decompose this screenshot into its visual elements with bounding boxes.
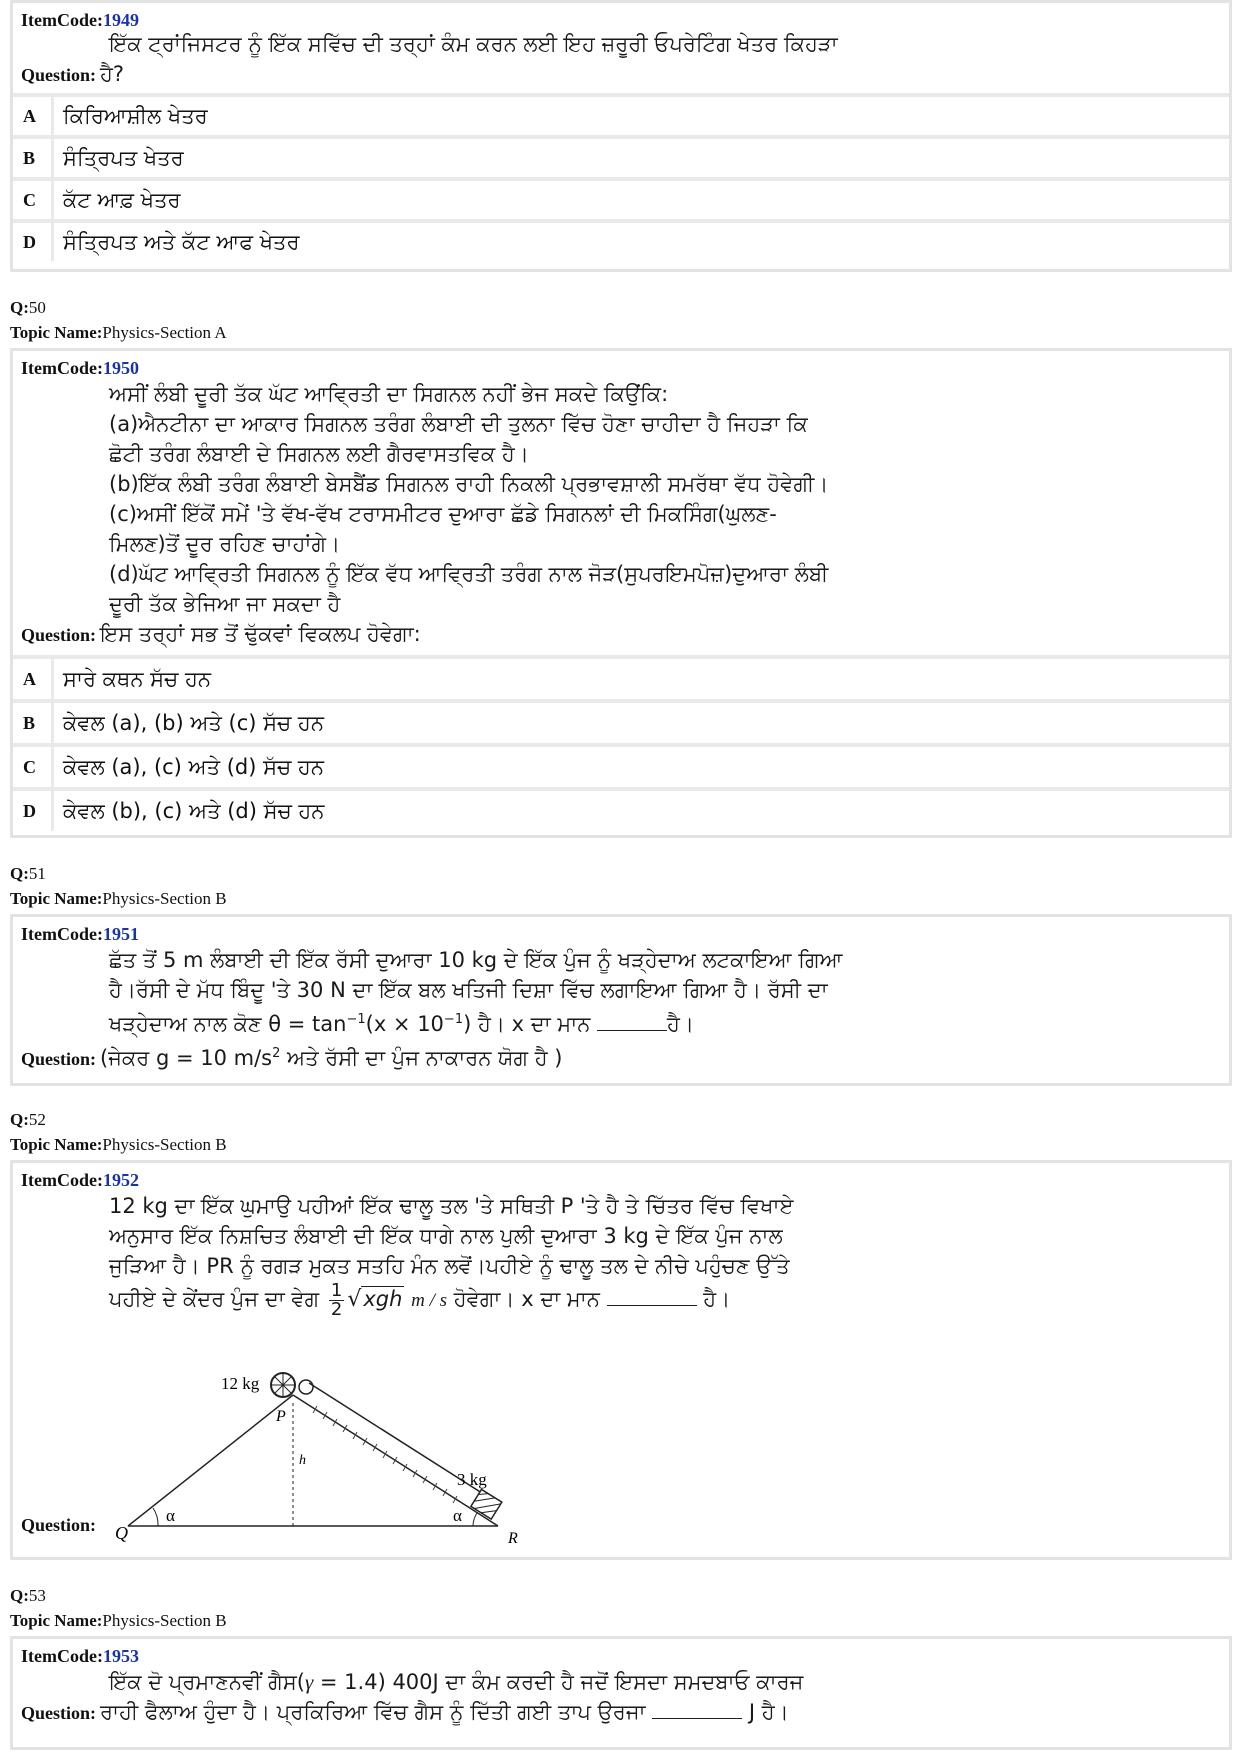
option-divider: [51, 181, 54, 219]
option-d[interactable]: [13, 219, 1229, 261]
question-line: ਰਾਹੀ ਫੈਲਾਅ ਹੁੰਦਾ ਹੈ। ਪ੍ਰਕਿਰਿਆ ਵਿੱਚ ਗੈਸ ਨੂੰ ਦਿੱਤੀ ਗਈ ਤਾਪ ਉਰਜਾ J ਹੈ।: [100, 1700, 789, 1724]
option-letter: C: [23, 190, 36, 210]
item-box-1953: [10, 1636, 1232, 1750]
item-box-1951: [10, 914, 1232, 1086]
option-text: ਸਾਰੇ ਕਥਨ ਸੱਚ ਹਨ: [63, 667, 211, 691]
question-line: ਹੈ।ਰੱਸੀ ਦੇ ਮੱਧ ਬਿੰਦੂ 'ਤੇ 30 N ਦਾ ਇੱਕ ਬਲ ਖਤਿਜੀ ਦਿਸ਼ਾ ਵਿੱਚ ਲਗਾਇਆ ਗਿਆ ਹੈ। ਰੱਸੀ ਦਾ: [109, 978, 828, 1002]
question-row: [21, 619, 1221, 649]
item-code-label: ItemCode:: [21, 924, 103, 944]
question-number: Q:53: [10, 1586, 46, 1605]
question-label: Question:: [21, 625, 97, 645]
question-number: Q:50: [10, 298, 46, 317]
item-code-row: [21, 1169, 1221, 1191]
item-code-label: ItemCode:: [21, 358, 103, 378]
option-a[interactable]: [13, 655, 1229, 699]
question-line: ਹੈ?: [100, 62, 125, 86]
question-text: [109, 29, 1221, 59]
item-code-value: 1949: [102, 10, 139, 30]
answer-blank: [597, 1012, 667, 1031]
question-text: [109, 1191, 1221, 1320]
item-code-row: [21, 357, 1221, 379]
label-mass-block: 3 kg: [457, 1470, 487, 1489]
option-c[interactable]: [13, 177, 1229, 219]
question-line: ਮਿਲਣ)ਤੋਂ ਦੂਰ ਰਹਿਣ ਚਾਹਾਂਗੇ।: [109, 532, 341, 556]
item-box-1949: [10, 0, 1232, 272]
option-letter: C: [23, 757, 36, 777]
topic-name: Topic Name:Physics-Section B: [10, 889, 227, 908]
label-p: P: [276, 1408, 286, 1425]
angle-arc-q: [153, 1508, 158, 1526]
question-text: [109, 945, 1221, 1039]
incline-qp: [128, 1395, 293, 1526]
question-line: ਛੋਟੀ ਤਰੰਗ ਲੰਬਾਈ ਦੇ ਸਿਗਨਲ ਲਈ ਗੈਰਵਾਸਤਵਿਕ ਹੈ।: [109, 442, 529, 466]
question-line: (d)ਘੱਟ ਆਵ੍ਰਿਤੀ ਸਿਗਨਲ ਨੂੰ ਇੱਕ ਵੱਧ ਆਵ੍ਰਿਤੀ ਤਰੰਗ ਨਾਲ ਜੋੜ(ਸੁਪਰਇਮਪੋਜ਼)ਦੁਆਰਾ ਲੰਬੀ: [109, 562, 829, 586]
question-line: ਛੱਤ ਤੋਂ 5 m ਲੰਬਾਈ ਦੀ ਇੱਕ ਰੱਸੀ ਦੁਆਰਾ 10 kg ਦੇ ਇੱਕ ਪੁੰਜ ਨੂੰ ਖੜ੍ਹੇਦਾਅ ਲਟਕਾਇਆ ਗਿਆ: [109, 948, 843, 972]
item-code-value: 1950: [102, 358, 139, 378]
question-label: Question:: [21, 1515, 97, 1535]
option-text: ਸੰਤ੍ਰਿਪਤ ਖੇਤਰ: [63, 146, 184, 170]
fraction: $\frac{1}{2}$: [330, 1279, 343, 1320]
question-label: Question:: [21, 1049, 97, 1069]
label-h: h: [299, 1453, 306, 1468]
angle-arc-r: [473, 1513, 477, 1526]
surface-hatching: [313, 1406, 457, 1503]
option-c[interactable]: [13, 743, 1229, 787]
item-code-value: 1951: [102, 924, 139, 944]
option-divider: [51, 139, 54, 177]
question-row: [21, 59, 1221, 87]
question-row: [21, 1697, 1221, 1727]
question-text: [109, 1667, 1221, 1697]
wheel: [271, 1373, 295, 1397]
item-code-label: ItemCode:: [21, 1170, 103, 1190]
option-text: ਕਿਰਿਆਸ਼ੀਲ ਖੇਤਰ: [63, 104, 208, 128]
option-letter: D: [23, 232, 36, 252]
question-line: ਦੂਰੀ ਤੱਕ ਭੇਜਿਆ ਜਾ ਸਕਦਾ ਹੈ: [109, 592, 341, 616]
option-d[interactable]: [13, 787, 1229, 831]
option-text: ਕੱਟ ਆਫ਼ ਖੇਤਰ: [63, 188, 181, 212]
question-number: Q:51: [10, 864, 46, 883]
option-text: ਕੇਵਲ (a), (c) ਅਤੇ (d) ਸੱਚ ਹਨ: [63, 755, 324, 779]
item-code-value: 1953: [102, 1646, 139, 1666]
sqrt-expr: xgh: [363, 1287, 403, 1311]
question-line: (b)ਇੱਕ ਲੰਬੀ ਤਰੰਗ ਲੰਬਾਈ ਬੇਸਬੈਂਡ ਸਿਗਨਲ ਰਾਹੀ ਨਿਕਲੀ ਪ੍ਰਭਾਵਸ਼ਾਲੀ ਸਮਰੱਥਾ ਵੱਧ ਹੋਵੇਗੀ।: [109, 472, 829, 496]
answer-blank: [607, 1287, 697, 1306]
pulley: [299, 1380, 313, 1394]
question-line: (c)ਅਸੀਂ ਇੱਕੋਂ ਸਮੇਂ 'ਤੇ ਵੱਖ-ਵੱਖ ਟਰਾਸਮੀਟਰ ਦੁਆਰਾ ਛੱਡੇ ਸਿਗਨਲਾਂ ਦੀ ਮਿਕਸਿੰਗ(ਘੁਲਣ-: [109, 502, 777, 526]
option-letter: B: [23, 148, 36, 168]
question-line: ਇੱਕ ਟ੍ਰਾਂਜਿਸਟਰ ਨੂੰ ਇੱਕ ਸਵਿੱਚ ਦੀ ਤਰ੍ਹਾਂ ਕੰਮ ਕਰਨ ਲਈ ਇਹ ਜ਼ਰੂਰੀ ਓਪਰੇਟਿੰਗ ਖੇਤਰ ਕਿਹੜਾ: [109, 32, 838, 56]
item-code-label: ItemCode:: [21, 10, 103, 30]
question-line: (a)ਐਨਟੀਨਾ ਦਾ ਆਕਾਰ ਸਿਗਨਲ ਤਰੰਗ ਲੰਬਾਈ ਦੀ ਤੁਲਨਾ ਵਿੱਚ ਹੋਣਾ ਚਾਹੀਦਾ ਹੈ ਜਿਹੜਾ ਕਿ: [109, 412, 808, 436]
option-b[interactable]: [13, 699, 1229, 743]
answer-blank: [652, 1700, 742, 1719]
option-divider: [51, 791, 54, 831]
option-divider: [51, 97, 54, 135]
option-text: ਕੇਵਲ (b), (c) ਅਤੇ (d) ਸੱਚ ਹਨ: [63, 799, 325, 823]
topic-name: Topic Name:Physics-Section A: [10, 323, 227, 342]
topic-name: Topic Name:Physics-Section B: [10, 1135, 227, 1154]
item-code-row: [21, 923, 1221, 945]
question-line: (ਜੇਕਰ g = 10 $m/s^2$ ਅਤੇ ਰੱਸੀ ਦਾ ਪੁੰਜ ਨਾਕਾਰਨ ਯੋਗ ਹੈ ): [100, 1046, 563, 1070]
option-letter: A: [23, 106, 36, 126]
question-line: ਇੱਕ ਦੋ ਪ੍ਰਮਾਣਨਵੀਂ ਗੈਸ(γ = 1.4) 400J ਦਾ ਕੰਮ ਕਰਦੀ ਹੈ ਜਦੋਂ ਇਸਦਾ ਸਮਦਬਾਓ ਕਾਰਜ: [109, 1670, 804, 1694]
question-line: ਖੜ੍ਹੇਦਾਅ ਨਾਲ ਕੋਣ $\theta = \tan^{-1}(x \times 10^{-1})$ ਹੈ। x ਦਾ ਮਾਨ ਹੈ।: [109, 1012, 695, 1036]
label-alpha-q: α: [166, 1506, 175, 1525]
question-line: ਪਹੀਏ ਦੇ ਕੇਂਦਰ ਪੁੰਜ ਦਾ ਵੇਗ $\frac{1}{2}$ √xgh m / s ਹੋਵੇਗਾ। x ਦਾ ਮਾਨ ਹੈ।: [109, 1279, 731, 1320]
option-letter: A: [23, 669, 36, 689]
label-r: R: [508, 1530, 518, 1547]
option-divider: [51, 703, 54, 743]
question-text: [109, 379, 1221, 619]
question-line: ਅਨੁਸਾਰ ਇੱਕ ਨਿਸ਼ਚਿਤ ਲੰਬਾਈ ਦੀ ਇੱਕ ਧਾਗੇ ਨਾਲ ਪੁਲੀ ਦੁਆਰਾ 3 kg ਦੇ ਇੱਕ ਪੁੰਜ ਨਾਲ: [109, 1224, 783, 1248]
question-line: 12 kg ਦਾ ਇੱਕ ਘੁਮਾਉ ਪਹੀਆਂ ਇੱਕ ਢਾਲੂ ਤਲ 'ਤੇ ਸਥਿਤੀ P 'ਤੇ ਹੈ ਤੇ ਚਿੱਤਰ ਵਿੱਚ ਵਿਖਾਏ: [109, 1194, 794, 1218]
item-box-1952: [10, 1160, 1232, 1560]
label-alpha-r: α: [453, 1506, 462, 1525]
question-label: Question:: [21, 1703, 97, 1723]
item-code-value: 1952: [102, 1170, 139, 1190]
option-b[interactable]: [13, 135, 1229, 177]
item-code-label: ItemCode:: [21, 1646, 103, 1666]
item-box-1950: [10, 348, 1232, 838]
label-mass-wheel: 12 kg: [221, 1374, 260, 1393]
option-divider: [51, 747, 54, 787]
item-code-row: [21, 1645, 1221, 1667]
option-a[interactable]: [13, 93, 1229, 135]
option-text: ਸੰਤ੍ਰਿਪਤ ਅਤੇ ਕੱਟ ਆਫ ਖੇਤਰ: [63, 230, 300, 254]
question-row: [21, 1039, 1221, 1069]
question-line: ਅਸੀਂ ਲੰਬੀ ਦੂਰੀ ਤੱਕ ਘੱਟ ਆਵ੍ਰਿਤੀ ਦਾ ਸਿਗਨਲ ਨਹੀਂ ਭੇਜ ਸਕਦੇ ਕਿਉਂਕਿ:: [109, 382, 669, 406]
question-label: Question:: [21, 65, 97, 85]
option-divider: [51, 223, 54, 261]
question-line: ਇਸ ਤਰ੍ਹਾਂ ਸਭ ਤੋਂ ਢੁੱਕਵਾਂ ਵਿਕਲਪ ਹੋਵੇਗਾ:: [100, 622, 421, 646]
incline-diagram: [113, 1363, 593, 1553]
option-divider: [51, 659, 54, 699]
question-line: ਜੁੜਿਆ ਹੈ। PR ਨੂੰ ਰਗੜ ਮੁਕਤ ਸਤਹਿ ਮੰਨ ਲਵੋਂ।ਪਹੀਏ ਨੂੰ ਢਾਲੂ ਤਲ ਦੇ ਨੀਚੇ ਪਹੁੰਚਣ ਉੱਤੇ: [109, 1254, 790, 1278]
question-number: Q:52: [10, 1110, 46, 1129]
label-q: Q: [115, 1523, 128, 1543]
option-text: ਕੇਵਲ (a), (b) ਅਤੇ (c) ਸੱਚ ਹਨ: [63, 711, 324, 735]
option-letter: D: [23, 801, 36, 821]
topic-name: Topic Name:Physics-Section B: [10, 1611, 227, 1630]
option-letter: B: [23, 713, 36, 733]
item-code-row: [21, 9, 1221, 31]
